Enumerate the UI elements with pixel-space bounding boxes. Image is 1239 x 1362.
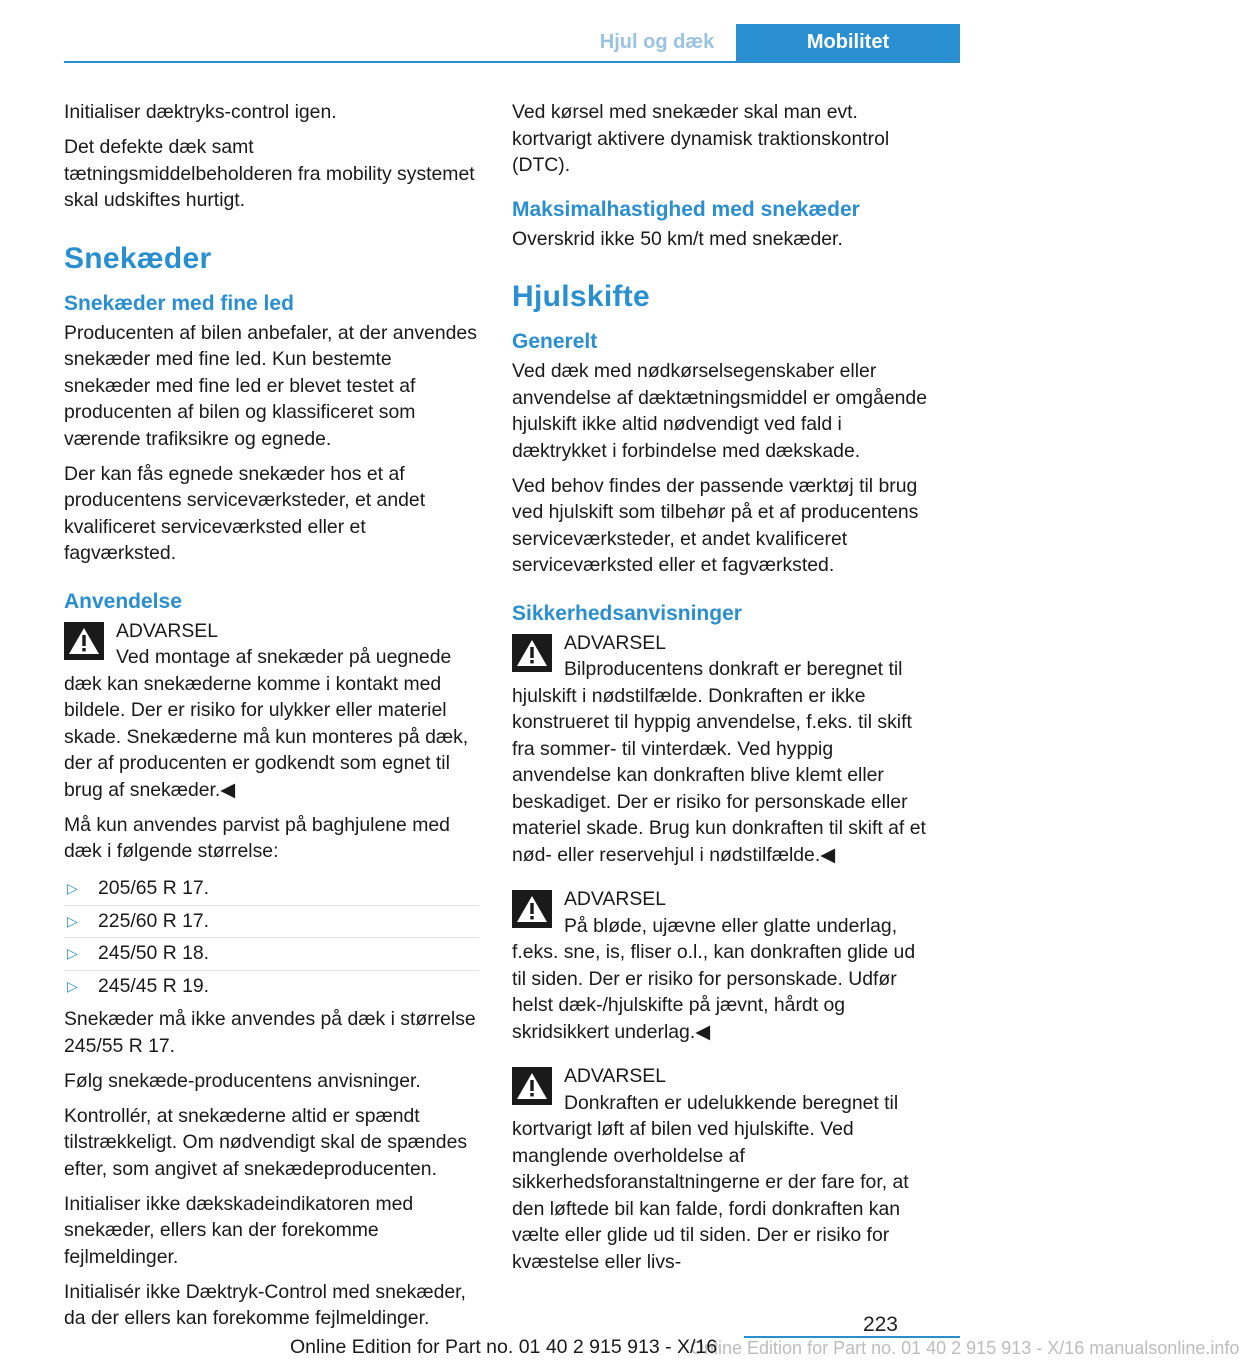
warning-icon bbox=[64, 622, 104, 660]
warning-text: Bilproducentens donkraft er beregnet til hjulskift i nødstilfælde. Donkraften er ikke konstrueret til hyppig anvendelse, f.eks. til skift fra sommer- til vinterdæk. Ved hyppig anvendelse kan donkraften blive klemt eller beskadiget. Der er risiko for personskade eller materiel skade. Brug kun donkraften til skift af et nød- eller reservehjul i nødstilfælde.◀ bbox=[512, 658, 926, 866]
triangle-bullet-icon: ▷ bbox=[67, 977, 78, 994]
list-item bbox=[64, 906, 479, 939]
left-column bbox=[64, 99, 479, 1340]
paragraph: Kontrollér, at snekæderne altid er spændt tilstrækkeligt. Om nødvendigt skal de spændes efter, som angivet af snekædeproducenten. bbox=[64, 1104, 468, 1180]
right-column bbox=[512, 99, 932, 1284]
paragraph: Snekæder må ikke anvendes på dæk i størrelse 245/55 R 17. bbox=[64, 1008, 476, 1057]
subheading-max-speed: Maksimalhastighed med snekæder bbox=[512, 197, 860, 221]
warning-block bbox=[512, 630, 932, 869]
paragraph: Det defekte dæk samt tætningsmiddelbeholderen fra mobility systemet skal udskiftes hurtigt. bbox=[64, 136, 475, 211]
list-item bbox=[64, 873, 479, 906]
list-item bbox=[64, 971, 479, 1003]
paragraph: Ved behov findes der passende værktøj til brug ved hjulskift som tilbehør på et af producentens serviceværksteder, et andet kvalificeret serviceværksted eller et fagværksted. bbox=[512, 474, 919, 576]
tab-chapter[interactable]: Mobilitet bbox=[736, 24, 960, 61]
footer-edition: Online Edition for Part no. 01 40 2 915 913 - X/16 bbox=[290, 1336, 718, 1358]
subheading-usage: Anvendelse bbox=[64, 589, 182, 613]
paragraph: Der kan fås egnede snekæder hos et af producentens serviceværksteder, et andet kvalificeret serviceværksted eller et fagværksted. bbox=[64, 462, 426, 564]
paragraph: Må kun anvendes parvist på baghjulene med dæk i følgende størrelse: bbox=[64, 813, 450, 862]
triangle-bullet-icon: ▷ bbox=[67, 912, 78, 929]
watermark: Online Edition for Part no. 01 40 2 915 913 - X/16 manualsonline.info bbox=[690, 1338, 1239, 1358]
header-rule bbox=[64, 61, 960, 63]
page-number: 223 bbox=[862, 1313, 898, 1336]
paragraph: Følg snekæde-producentens anvisninger. bbox=[64, 1069, 421, 1092]
tab-section[interactable]: Hjul og dæk bbox=[599, 31, 715, 53]
warning-title: ADVARSEL bbox=[564, 1065, 667, 1087]
warning-block bbox=[512, 886, 932, 1045]
list-item bbox=[64, 938, 479, 971]
paragraph: Ved kørsel med snekæder skal man evt. kortvarigt aktivere dynamisk traktionskontrol (DTC). bbox=[512, 101, 890, 176]
triangle-bullet-icon: ▷ bbox=[67, 945, 78, 961]
warning-block bbox=[512, 1063, 932, 1275]
tire-size: 225/60 R 17. bbox=[98, 909, 210, 932]
warning-icon bbox=[512, 634, 552, 672]
paragraph: Initialiser ikke dækskadeindikatoren med snekæder, ellers kan der forekomme fejlmeldinger. bbox=[64, 1192, 414, 1268]
warning-text: Ved montage af snekæder på uegnede dæk kan snekæderne komme i kontakt med bildele. Der er risiko for ulykker eller materiel skade. Snekæderne må kun monteres på dæk, der af producenten er godkendt som egnet til brug af snekæder.◀ bbox=[64, 646, 469, 801]
subheading-general: Generelt bbox=[512, 330, 598, 353]
tire-size-list bbox=[64, 873, 479, 1002]
section-heading-snow-chains: Snekæder bbox=[64, 241, 212, 275]
triangle-bullet-icon: ▷ bbox=[67, 880, 78, 896]
subheading-safety: Sikkerhedsanvisninger bbox=[512, 601, 742, 625]
paragraph: Overskrid ikke 50 km/t med snekæder. bbox=[512, 227, 843, 250]
tire-size: 245/45 R 19. bbox=[98, 974, 210, 997]
warning-block bbox=[64, 618, 479, 804]
subheading-fine-link-chains: Snekæder med fine led bbox=[64, 291, 294, 315]
paragraph: Initialisér ikke Dæktryk-Control med snekæder, da der ellers kan forekomme fejlmeldinger. bbox=[64, 1280, 466, 1329]
tire-size: 245/50 R 18. bbox=[98, 942, 210, 964]
warning-title: ADVARSEL bbox=[116, 619, 219, 642]
tire-size: 205/65 R 17. bbox=[98, 877, 210, 899]
section-heading-wheel-change: Hjulskifte bbox=[512, 280, 651, 313]
warning-text: Donkraften er udelukkende beregnet til kortvarigt løft af bilen ved hjulskifte. Ved manglende overholdelse af sikkerhedsforanstaltningerne er der fare for, at den løftede bil kan falde, fordi donkraften kan vælte eller glide ud til siden. Der er risiko for kvæstelse eller livs- bbox=[512, 1091, 909, 1273]
warning-icon bbox=[512, 890, 552, 928]
warning-icon bbox=[512, 1067, 552, 1105]
warning-text: På bløde, ujævne eller glatte underlag, f.eks. sne, is, fliser o.l., kan donkraften glide ud til siden. Der er risiko for personskade. Udfør helst dæk-/hjulskifte på jævnt, hårdt og skridsikkert underlag.◀ bbox=[512, 914, 916, 1043]
paragraph: Producenten af bilen anbefaler, at der anvendes snekæder med fine led. Kun bestemte snekæder med fine led er blevet testet af producenten af bilen og klassificeret som værende trafiksikre og egnede. bbox=[64, 321, 477, 450]
paragraph: Initialiser dæktryks-control igen. bbox=[64, 101, 337, 123]
warning-title: ADVARSEL bbox=[564, 888, 667, 910]
paragraph: Ved dæk med nødkørselsegenskaber eller anvendelse af dæktætningsmiddel er omgående hjulskift ikke altid nødvendigt ved fald i dæktrykket i forbindelse med dækskade. bbox=[512, 360, 928, 462]
warning-title: ADVARSEL bbox=[564, 631, 667, 654]
